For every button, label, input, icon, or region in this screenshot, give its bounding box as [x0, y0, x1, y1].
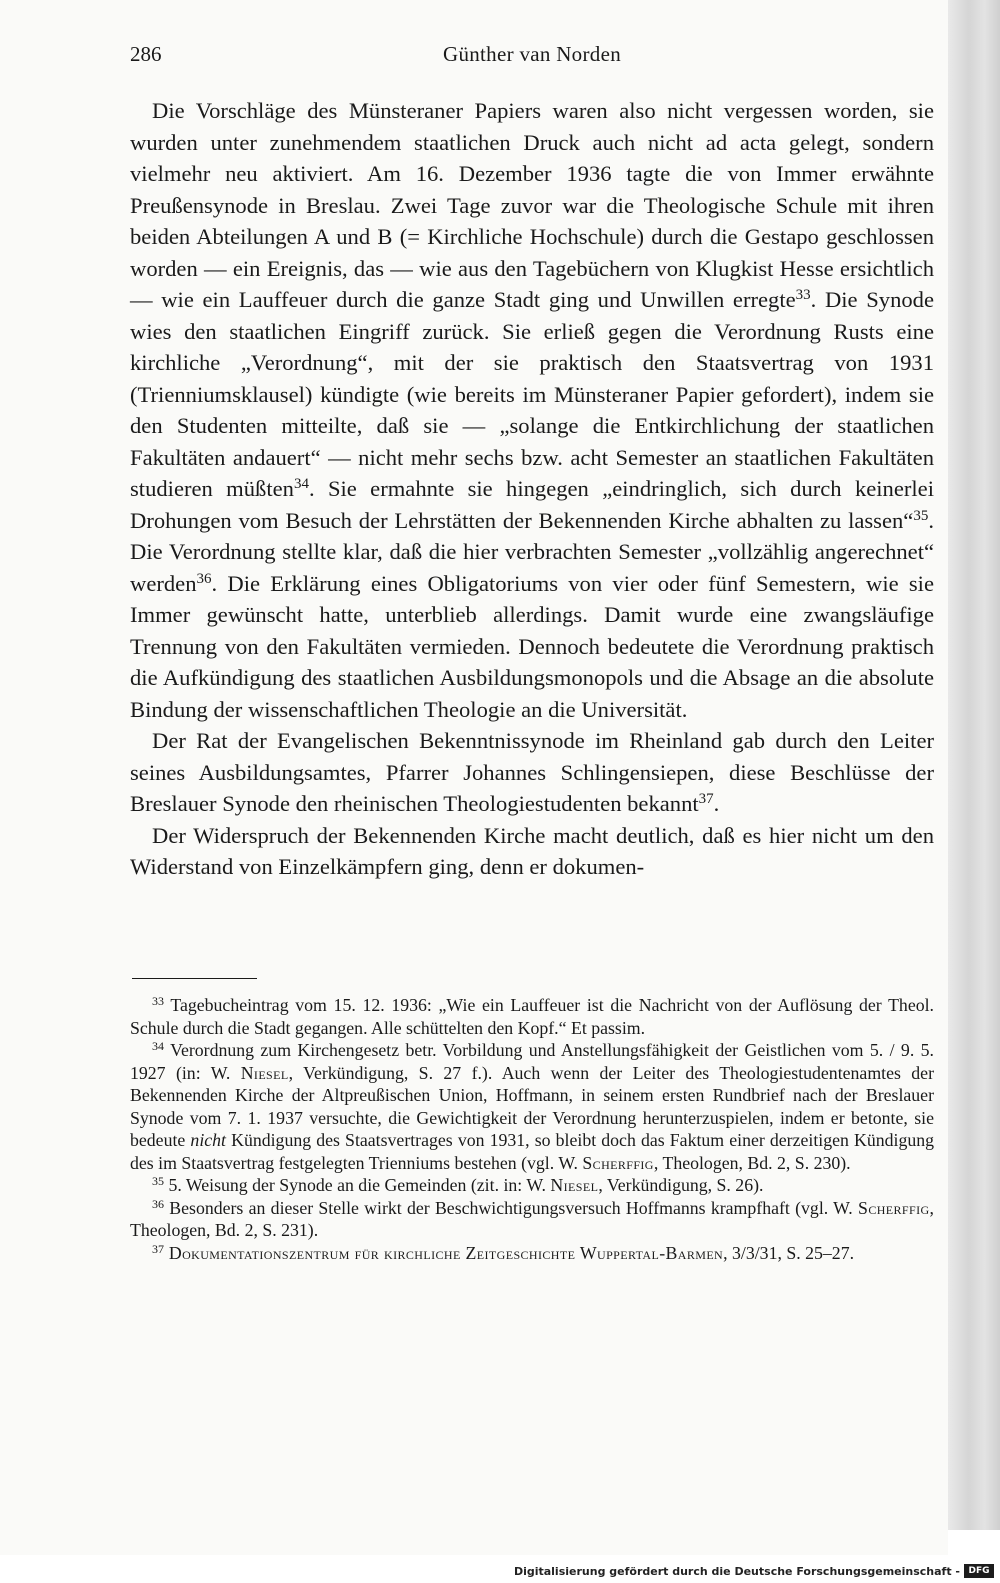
- footnote-ref-36[interactable]: 36: [196, 570, 212, 587]
- paragraph: Der Widerspruch der Bekennenden Kirche macht deutlich, daß es hier nicht um den Widerstand von Einzelkämpfern ging, denn er dokumen-: [130, 822, 934, 879]
- footnotes: [130, 994, 934, 1264]
- footnote-ref-33[interactable]: 33: [795, 287, 811, 303]
- footnote-ref-34[interactable]: 34: [293, 476, 309, 492]
- footnote-divider: [132, 978, 257, 979]
- footnote-36: $^{36}$ Besonders an dieser Stelle wirkt der Beschwichtigungsversuch Hoffmanns krampfhaft (vgl. W. Scherffig, Theologen, Bd. 2, S. 231).: [130, 1196, 934, 1240]
- page-number: 286: [130, 42, 162, 66]
- page-edge-shadow: [948, 0, 1000, 1530]
- footnote-35: $^{35}$ 5. Weisung der Synode an die Gemeinden (zit. in: W. Niesel, Verkündigung, S. 26).: [152, 1174, 764, 1195]
- paragraph: Die Vorschläge des Münsteraner Papiers waren also nicht vergessen worden, sie wurden unter zunehmendem staatlichen Druck auch nicht ad acta gelegt, sondern vielmehr neu aktiviert. Am 16. Dezember 1936 tagte die von Immer erwähnte Preußensynode in Breslau. Zwei Tage zuvor war die Theologische Schule mit ihren beiden Abteilungen A und B (= Kirchliche Hochschule) durch die Gestapo geschlossen worden — ein Ereignis, das — wie aus den Tagebüchern von Klugkist Hesse ersichtlich — wie ein Lauffeuer durch die ganze Stadt ging und Unwillen erregte$^{33}$. Die Synode wies den staatlichen Eingriff zurück. Sie erließ gegen die Verordnung Rusts eine kirchliche „Verordnung“, mit der sie praktisch den Staatsvertrag von 1931 (Trienniumsklausel) kündigte (wie bereits im Münsteraner Papier gefordert), indem sie den Studenten mitteilte, daß sie — „solange die Entkirchlichung der staatlichen Fakultäten andauert“ — nicht mehr sechs bzw. acht Semester an staatlichen Fakultäten studieren müßten$^{34}$. Sie ermahnte sie hingegen „eindringlich, sich durch keinerlei Drohungen vom Besuch der Lehrstätten der Bekennenden Kirche abhalten zu lassen“$^{35}$. Die Verordnung stellte klar, daß die hier verbrachten Semester „vollzählig angerechnet“ werden$^{36}$. Die Erklärung eines Obligatoriums von vier oder fünf Semestern, wie sie Immer gewünscht hatte, unterblieb allerdings. Damit wurde eine zwangsläufige Trennung von den Fakultäten vermieden. Dennoch bedeutete die Verordnung praktisch die Aufkündigung des staatlichen Ausbildungsmonopols und die Absage an die absolute Bindung der wissenschaftlichen Theologie an die Universität.: [130, 98, 934, 722]
- footnote-ref-35[interactable]: 35: [913, 507, 929, 524]
- paragraph: Der Rat der Evangelischen Bekenntnissynode im Rheinland gab durch den Leiter seines Ausbildungsamtes, Pfarrer Johannes Schlingensiepen, diese Beschlüsse der Breslauer Synode den rheinischen Theologiestudenten bekannt$^{37}$.: [130, 728, 934, 816]
- page-header: [130, 42, 934, 72]
- footnote-37: $^{37}$ Dokumentationszentrum für kirchliche Zeitgeschichte Wuppertal-Barmen, 3/3/31, S. 25–27.: [152, 1241, 855, 1263]
- body-text: [130, 95, 934, 883]
- running-head: Günther van Norden: [442, 42, 621, 66]
- footnote-33: $^{33}$ Tagebucheintrag vom 15. 12. 1936: „Wie ein Lauffeuer ist die Nachricht von der Auflösung der Theol. Schule durch die Stadt gegangen. Alle schüttelten den Kopf.“ Et passim.: [130, 994, 934, 1038]
- footnote-ref-37[interactable]: 37: [698, 791, 714, 807]
- footnote-34: $^{34}$ Verordnung zum Kirchengesetz betr. Vorbildung und Anstellungsfähigkeit der Geistlichen vom 5. / 9. 5. 1927 (in: W. Niesel, Verkündigung, S. 27 f.). Auch wenn der Leiter des Theologiestudentenamtes der Bekennenden Kirche der Altpreußischen Union, Hoffmann, in seinem ersten Rundbrief nach der Breslauer Synode vom 7. 1. 1937 versuchte, die Gewichtigkeit der Verordnung herunterzuspielen, indem er betonte, sie bedeute nicht Kündigung des Staatsvertrages von 1931, so bleibt doch das Faktum einer derzeitigen Kündigung des im Staatsvertrag festgelegten Trienniums bestehen (vgl. W. Scherffig, Theologen, Bd. 2, S. 230).: [130, 1039, 935, 1173]
- digitization-credit: Digitalisierung gefördert durch die Deutsche Forschungsgemeinschaft -: [513, 1565, 960, 1578]
- dfg-logo: DFG: [964, 1564, 994, 1578]
